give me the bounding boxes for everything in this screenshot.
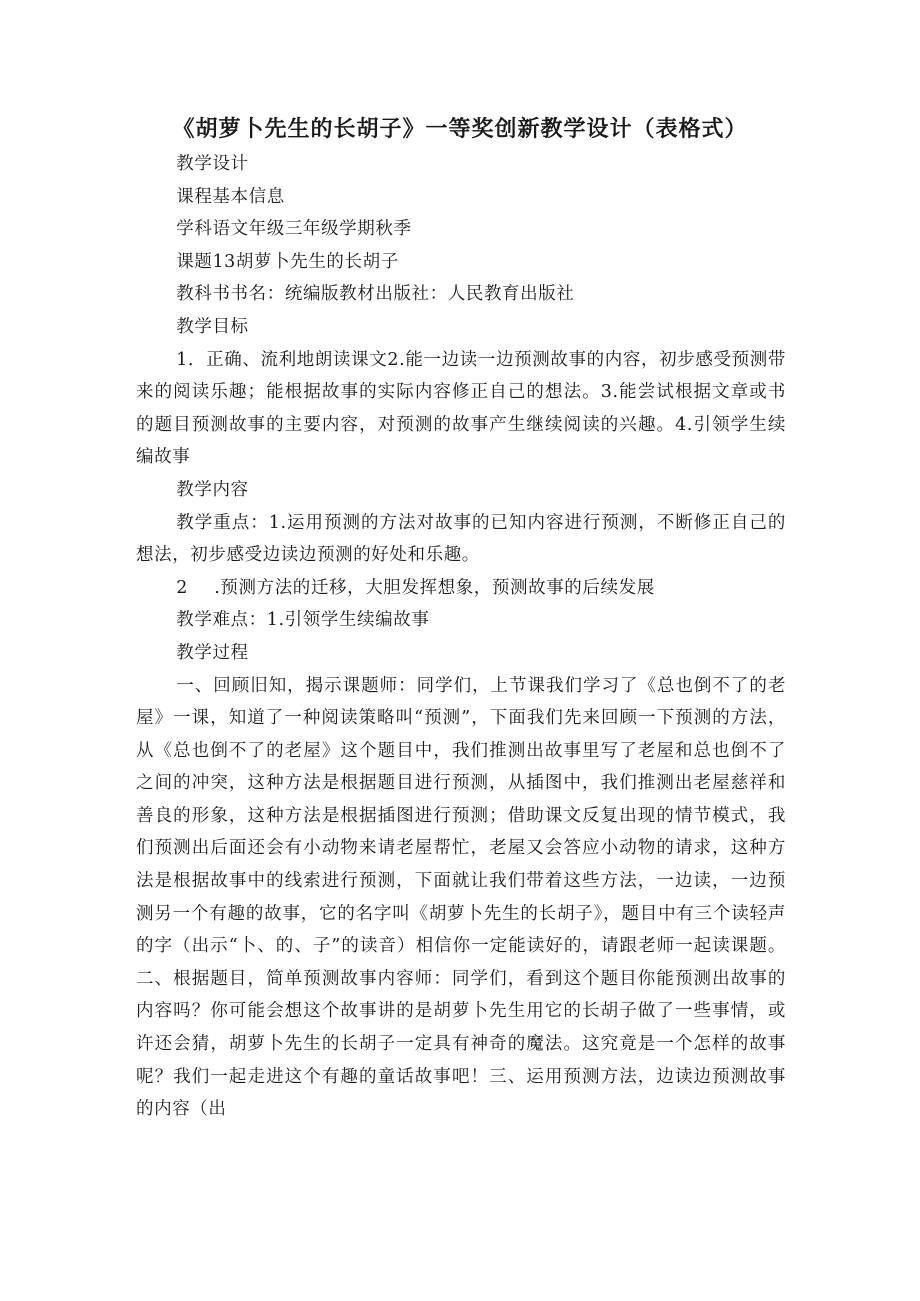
paragraph-process-heading: 教学过程 [176,642,249,663]
document-title: 《胡萝卜先生的长胡子》一等奖创新教学设计（表格式） [172,117,748,142]
paragraph-teaching-design: 教学设计 [176,154,249,174]
paragraph-process-body: 一、回顾旧知，揭示课题师：同学们，上节课我们学习了《总也倒不了的老屋》一课，知道了一种阅读策略叫“预测”，下面我们先来回顾一下预测的方法，从《总也倒不了的老屋》这个题目中，我们推测出故事里写了老屋和总也倒不了之间的冲突，这种方法是根据题目进行预测，从插图中，我们推测出老屋慈祥和善良的形象，这种方法是根据插图进行预测；借助课文反复出现的情节模式，我们预测出后面还会有小动物来请老屋帮忙，老屋又会答应小动物的请求，这种方法是根据故事中的线索进行预测，下面就让我们带着这些方法，一边读，一边预测另一个有趣的故事，它的名字叫《胡萝卜先生的长胡子》，题目中有三个读轻声的字（出示“卜、的、子”的读音）相信你一定能读好的，请跟老师一起读课题。二、根据题目，简单预测故事内容师：同学们，看到这个题目你能预测出故事的内容吗？你可能会想这个故事讲的是胡萝卜先生用它的长胡子做了一些事情，或许还会猜，胡萝卜先生的长胡子一定具有神奇的魔法。这究竟是一个怎样的故事呢？我们一起走进这个有趣的童话故事吧！三、运用预测方法，边读边预测故事的内容（出 [136,675,786,1120]
key-point-2-number: 2 [176,577,188,598]
key-point-2-text: .预测方法的迁移，大胆发挥想象，预测故事的后续发展 [214,577,655,598]
paragraph-subject: 学科语文年级三年级学期秋季 [176,219,412,240]
document-body [136,148,786,1126]
paragraph-course-info: 课程基本信息 [176,186,285,207]
paragraph-objectives-heading: 教学目标 [176,316,249,337]
paragraph-content-heading: 教学内容 [176,479,249,500]
paragraph-difficulties: 教学难点：1.引领学生续编故事 [176,610,430,631]
paragraph-key-point-2 [136,572,786,605]
paragraph-textbook: 教科书书名：统编版教材出版社：人民教育出版社 [176,284,575,305]
paragraph-lesson-title: 课题13胡萝卜先生的长胡子 [176,251,399,272]
paragraph-objectives: 1．正确、流利地朗读课文2.能一边读一边预测故事的内容，初步感受预测带来的阅读乐趣；能根据故事的实际内容修正自己的想法。3.能尝试根据文章或书的题目预测故事的主要内容，对预测的故事产生继续阅读的兴趣。4.引领学生续编故事 [136,349,786,468]
paragraph-key-points: 教学重点：1.运用预测的方法对故事的已知内容进行预测，不断修正自己的想法，初步感受边读边预测的好处和乐趣。 [136,512,786,566]
